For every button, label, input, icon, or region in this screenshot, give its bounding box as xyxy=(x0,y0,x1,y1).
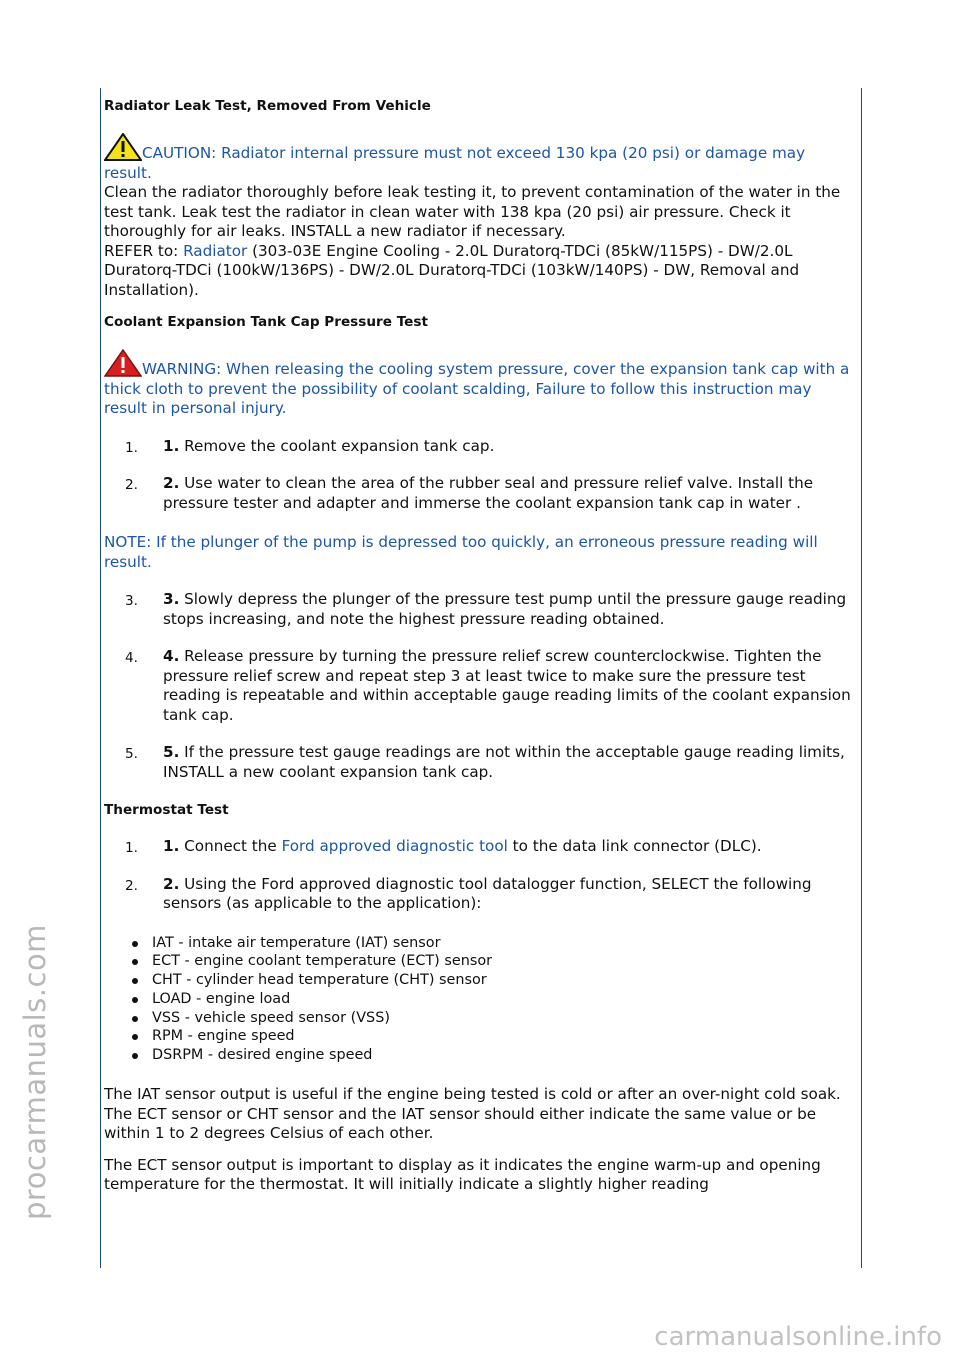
radiator-instructions: Clean the radiator thoroughly before leak testing it, to prevent contamination of the water in the test tank. Leak test the radiator in clean water with 138 kpa (20 psi) air pressure. Check it thoroughly for air leaks. INSTALL a new radiator if necessary. xyxy=(104,183,841,240)
step-number: 1. xyxy=(125,439,138,456)
list-item: DSRPM - desired engine speed xyxy=(132,1046,852,1065)
step-number: 2. xyxy=(125,477,138,493)
step-number: 4. xyxy=(125,650,138,666)
step-bold-number: 5. xyxy=(163,743,180,761)
step-bold-number: 2. xyxy=(163,474,180,492)
caution-notice xyxy=(104,133,852,183)
cap-step-4 xyxy=(104,647,852,725)
step-bold-number: 1. xyxy=(163,436,180,455)
caution-triangle-icon xyxy=(104,133,142,161)
document-content xyxy=(104,96,852,1195)
cap-step-5 xyxy=(104,743,852,782)
refer-suffix: (303-03E Engine Cooling - 2.0L Duratorq-TDCi (85kW/115PS) - DW/2.0L Duratorq-TDCi (100kW/136PS) - DW/2.0L Duratorq-TDCi (103kW/140PS) - DW, Removal and Installation). xyxy=(104,241,800,299)
thermostat-step-2 xyxy=(104,875,852,914)
section-heading-cap: Coolant Expansion Tank Cap Pressure Test xyxy=(104,314,428,330)
section-heading-thermostat: Thermostat Test xyxy=(104,802,229,818)
step-bold-number: 1. xyxy=(163,837,180,855)
step-bold-number: 3. xyxy=(163,590,180,608)
bottom-watermark: carmanualsonline.info xyxy=(654,1322,942,1352)
section-heading-radiator: Radiator Leak Test, Removed From Vehicle xyxy=(104,98,431,114)
list-item: IAT - intake air temperature (IAT) sensor xyxy=(132,934,852,953)
list-item: LOAD - engine load xyxy=(132,990,852,1009)
cap-step-2 xyxy=(104,474,852,513)
cap-step-3 xyxy=(104,590,852,629)
step-bold-number: 2. xyxy=(163,874,180,893)
step-text: Use water to clean the area of the rubber seal and pressure relief valve. Install the pressure tester and adapter and immerse the coolant expansion tank cap in water . xyxy=(163,474,814,512)
step-text-pre: Connect the xyxy=(179,837,282,855)
refer-prefix: REFER to: xyxy=(104,241,184,260)
thermostat-step-1 xyxy=(104,837,852,857)
list-item: RPM - engine speed xyxy=(132,1027,852,1046)
step-text: Slowly depress the plunger of the pressure test pump until the pressure gauge reading stops increasing, and note the highest pressure reading obtained. xyxy=(163,590,847,628)
step-number: 2. xyxy=(125,877,138,894)
step-text-post: to the data link connector (DLC). xyxy=(507,837,762,855)
step-number: 3. xyxy=(125,593,138,609)
step-number: 1. xyxy=(125,840,138,856)
step-text: Release pressure by turning the pressure relief screw counterclockwise. Tighten the pressure relief screw and repeat step 3 at least twice to make sure the pressure test reading is repeatable and within acceptable gauge reading limits of the coolant expansion tank cap. xyxy=(163,647,851,724)
iat-paragraph: The IAT sensor output is useful if the engine being tested is cold or after an over-night cold soak. The ECT sensor or CHT sensor and the IAT sensor should either indicate the same value or be within 1 to 2 degrees Celsius of each other. xyxy=(104,1085,841,1143)
caution-text: CAUTION: Radiator internal pressure must not exceed 130 kpa (20 psi) or damage may result. xyxy=(104,144,806,182)
warning-notice xyxy=(104,349,852,419)
side-watermark: procarmanuals.com xyxy=(18,924,52,1220)
radiator-link[interactable]: Radiator xyxy=(183,241,248,260)
step-text: Using the Ford approved diagnostic tool datalogger function, SELECT the following sensors (as applicable to the application): xyxy=(163,874,812,912)
step-number: 5. xyxy=(125,746,138,762)
note-text: NOTE: If the plunger of the pump is depressed too quickly, an erroneous pressure reading will result. xyxy=(104,533,818,571)
cap-step-1 xyxy=(104,437,852,457)
step-bold-number: 4. xyxy=(163,647,180,665)
warning-triangle-icon xyxy=(104,349,142,377)
sensor-list xyxy=(104,934,852,1066)
list-item: VSS - vehicle speed sensor (VSS) xyxy=(132,1009,852,1028)
refer-line xyxy=(104,242,852,301)
diagnostic-tool-link[interactable]: Ford approved diagnostic tool xyxy=(281,837,508,855)
ect-paragraph: The ECT sensor output is important to display as it indicates the engine warm-up and opening temperature for the thermostat. It will initially indicate a slightly higher reading xyxy=(104,1155,821,1194)
list-item: ECT - engine coolant temperature (ECT) sensor xyxy=(132,952,852,971)
step-text: Remove the coolant expansion tank cap. xyxy=(179,436,495,455)
step-text: If the pressure test gauge readings are not within the acceptable gauge reading limits, INSTALL a new coolant expansion tank cap. xyxy=(163,743,845,781)
list-item: CHT - cylinder head temperature (CHT) sensor xyxy=(132,971,852,990)
warning-text: WARNING: When releasing the cooling system pressure, cover the expansion tank cap with a thick cloth to prevent the possibility of coolant scalding, Failure to follow this instruction may result in personal injury. xyxy=(104,360,850,417)
